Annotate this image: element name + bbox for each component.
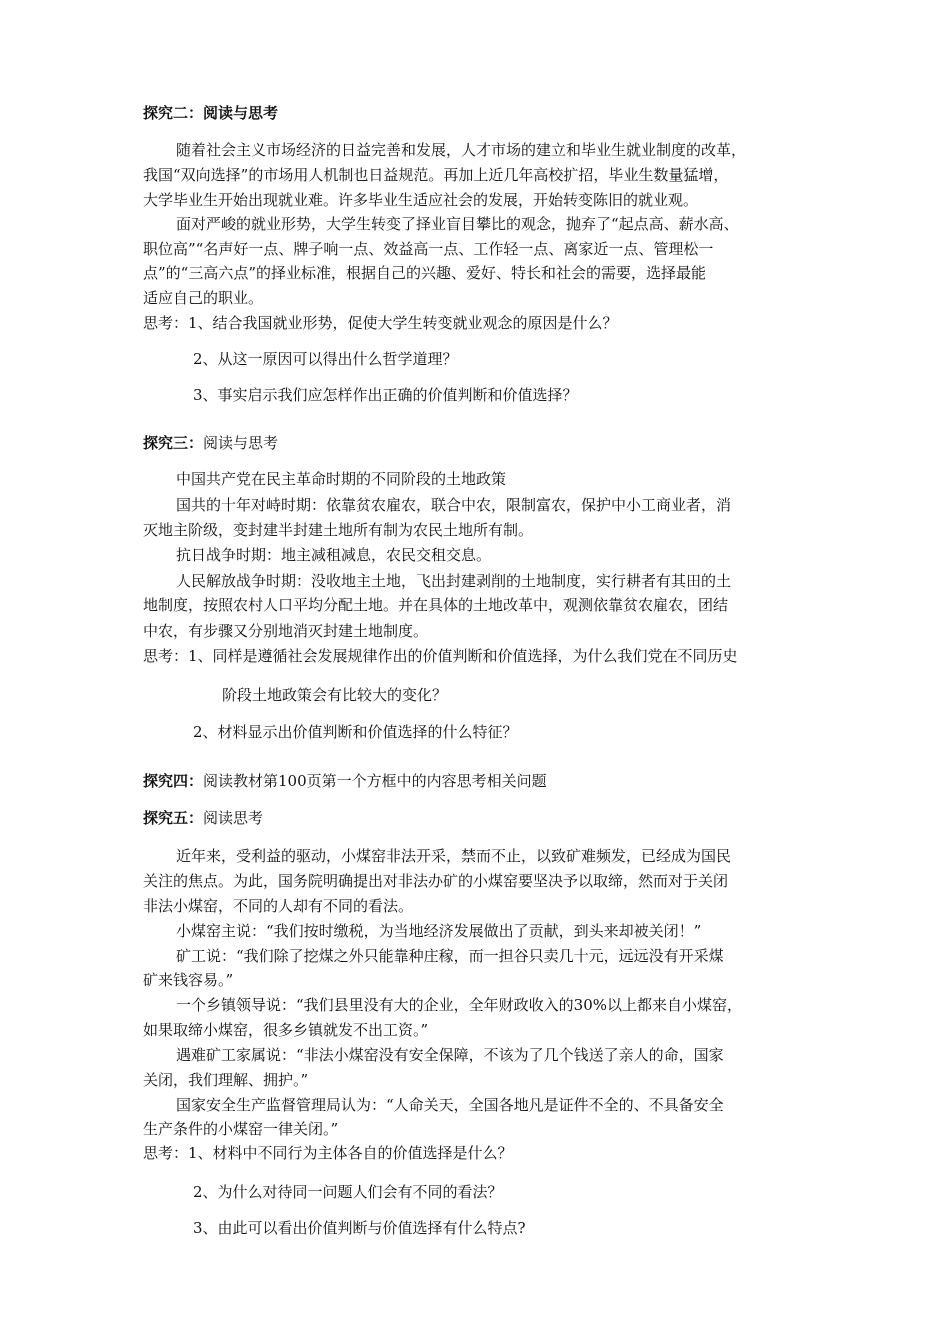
- paragraph-line: 职位高”“名声好一点、牌子响一点、效益高一点、工作轻一点、离家近一点、管理松一: [143, 240, 714, 258]
- paragraph-line: 抗日战争时期：地主减租减息，农民交租交息。: [176, 546, 492, 564]
- question-line: 3、由此可以看出价值判断与价值选择有什么特点?: [193, 1219, 526, 1237]
- section-heading-5-label: 探究五：: [143, 809, 204, 827]
- paragraph-line: 人民解放战争时期：没收地主土地，飞出封建剥削的土地制度，实行耕者有其田的土: [176, 572, 732, 590]
- question-line: 2、为什么对待同一问题人们会有不同的看法？: [193, 1183, 503, 1201]
- question-line: 思考：1、结合我国就业形势，促使大学生转变就业观念的原因是什么？: [143, 314, 618, 332]
- section-heading-3: [143, 432, 278, 454]
- section-heading-4: [143, 770, 547, 792]
- paragraph-line: 一个乡镇领导说：“我们县里没有大的企业，全年财政收入的30%以上都来自小煤窑，: [176, 996, 743, 1014]
- section-heading-3-text: 阅读与思考: [203, 434, 279, 452]
- section-heading-4-label: 探究四：: [143, 772, 204, 790]
- paragraph-line: 小煤窑主说：“我们按时缴税，为当地经济发展做出了贡献，到头来却被关闭！”: [176, 922, 702, 940]
- paragraph-line: 面对严峻的就业形势，大学生转变了择业盲目攀比的观念，抛弃了“起点高、薪水高、: [176, 215, 739, 233]
- question-line: 2、材料显示出价值判断和价值选择的什么特征？: [193, 723, 518, 741]
- question-line: 2、从这一原因可以得出什么哲学道理？: [193, 350, 458, 368]
- paragraph-line: 国共的十年对峙时期：依靠贫农雇农，联合中农，限制富农，保护中小工商业者，消: [176, 496, 732, 514]
- paragraph-line: 非法小煤窑，不同的人却有不同的看法。: [143, 897, 414, 915]
- paragraph-line: 如果取缔小煤窑，很多乡镇就发不出工资。”: [143, 1021, 429, 1039]
- question-line: 3、事实启示我们应怎样作出正确的价值判断和价值选择？: [193, 386, 578, 404]
- paragraph-line: 近年来，受利益的驱动，小煤窑非法开采，禁而不止，以致矿难频发，已经成为国民: [176, 847, 732, 865]
- question-line: 思考：1、材料中不同行为主体各自的价值选择是什么？: [143, 1144, 513, 1162]
- paragraph-line: 生产条件的小煤窑一律关闭。”: [143, 1120, 339, 1138]
- paragraph-line: 适应自己的职业。: [143, 289, 264, 307]
- paragraph-line: 中农，有步骤又分别地消灭封建土地制度。: [143, 622, 429, 640]
- paragraph-line: 灭地主阶级，变封建半封建土地所有制为农民土地所有制。: [143, 521, 534, 539]
- paragraph-line: 地制度，按照农村人口平均分配土地。并在具体的土地改革中，观测依靠贫农雇农，团结: [143, 596, 729, 614]
- paragraph-line: 随着社会主义市场经济的日益完善和发展，人才市场的建立和毕业生就业制度的改革，: [176, 141, 747, 159]
- paragraph-line: 矿工说：“我们除了挖煤之外只能靠种庄稼，而一担谷只卖几十元，远远没有开采煤: [176, 947, 724, 965]
- paragraph-line: 关闭，我们理解、拥护。”: [143, 1071, 309, 1089]
- paragraph-line: 关注的焦点。为此，国务院明确提出对非法办矿的小煤窑要坚决予以取缔，然而对于关闭: [143, 872, 729, 890]
- paragraph-line: 国家安全生产监督管理局认为：“人命关天，全国各地凡是证件不全的、不具备安全: [176, 1096, 724, 1114]
- question-line: 思考：1、同样是遵循社会发展规律作出的价值判断和价值选择，为什么我们党在不同历史: [143, 647, 738, 665]
- paragraph-line: 遇难矿工家属说：“非法小煤窑没有安全保障，不该为了几个钱送了亲人的命，国家: [176, 1046, 724, 1064]
- section-heading-5: [143, 807, 263, 829]
- section-heading-4-text: 阅读教材第100页第一个方框中的内容思考相关问题: [203, 772, 547, 790]
- question-line: 阶段土地政策会有比较大的变化？: [222, 686, 448, 704]
- paragraph-line: 点”的“三高六点”的择业标准，根据自己的兴趣、爱好、特长和社会的需要，选择最能: [143, 264, 707, 282]
- section-heading-2: 探究二：阅读与思考: [143, 104, 279, 122]
- paragraph-line: 矿来钱容易。”: [143, 971, 234, 989]
- paragraph-line: 大学毕业生开始出现就业难。许多毕业生适应社会的发展，开始转变陈旧的就业观。: [143, 191, 699, 209]
- paragraph-line: 中国共产党在民主革命时期的不同阶段的土地政策: [176, 470, 507, 488]
- paragraph-line: 我国“双向选择”的市场用人机制也日益规范。再加上近几年高校扩招，毕业生数量猛增，: [143, 166, 729, 184]
- section-heading-5-text: 阅读思考: [203, 809, 264, 827]
- section-heading-3-label: 探究三：: [143, 434, 204, 452]
